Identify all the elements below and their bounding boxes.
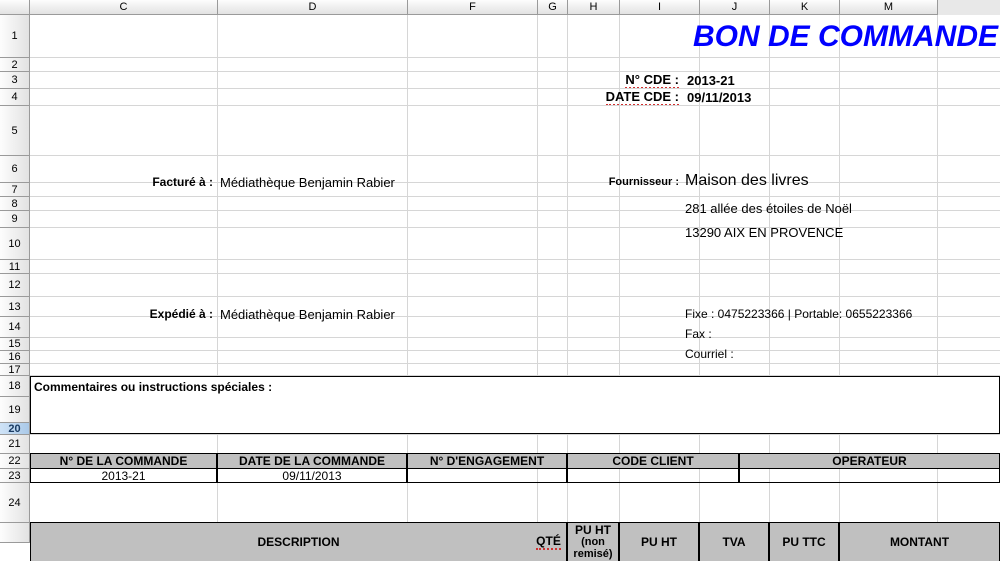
document-title: BON DE COMMANDE bbox=[693, 20, 998, 53]
row-header-3[interactable]: 3 bbox=[0, 72, 30, 89]
line-header-pu-ht-brut: PU HT (non remisé) bbox=[567, 522, 619, 561]
row-header-21[interactable]: 21 bbox=[0, 435, 30, 454]
row-header-23[interactable]: 23 bbox=[0, 469, 30, 483]
row-header-11[interactable]: 11 bbox=[0, 260, 30, 274]
column-header-C[interactable]: C bbox=[30, 0, 218, 15]
row-header-column bbox=[0, 15, 30, 543]
comments-label: Commentaires ou instructions spéciales : bbox=[34, 379, 273, 394]
row-header-12[interactable]: 12 bbox=[0, 274, 30, 297]
order-number-label: N° CDE : bbox=[625, 72, 679, 87]
order-table-header-2: N° D'ENGAGEMENT bbox=[407, 453, 567, 469]
grid-area[interactable] bbox=[30, 15, 1000, 561]
row-header-14[interactable]: 14 bbox=[0, 317, 30, 338]
line-header-description: DESCRIPTION bbox=[30, 522, 567, 561]
comments-value[interactable] bbox=[34, 398, 994, 432]
row-header-22[interactable]: 22 bbox=[0, 454, 30, 469]
order-table-value-1[interactable]: 09/11/2013 bbox=[217, 469, 407, 483]
row-header-17[interactable]: 17 bbox=[0, 364, 30, 376]
column-header-M[interactable]: M bbox=[840, 0, 938, 15]
column-header-row bbox=[0, 0, 1000, 15]
row-header-25[interactable] bbox=[0, 523, 30, 543]
grid-line-h bbox=[30, 105, 1000, 106]
row-header-16[interactable]: 16 bbox=[0, 351, 30, 364]
grid-line-h bbox=[30, 363, 1000, 364]
order-table-value-3[interactable] bbox=[567, 469, 739, 483]
supplier-address-line-1: 281 allée des étoiles de Noël bbox=[685, 201, 852, 216]
order-table-value-4[interactable] bbox=[739, 469, 1000, 483]
row-header-6[interactable]: 6 bbox=[0, 156, 30, 183]
grid-line-h bbox=[30, 57, 1000, 58]
column-header-K[interactable]: K bbox=[770, 0, 840, 15]
column-header-D[interactable]: D bbox=[218, 0, 408, 15]
order-number-value: 2013-21 bbox=[687, 72, 735, 88]
order-table-header-1: DATE DE LA COMMANDE bbox=[217, 453, 407, 469]
supplier-fax: Fax : bbox=[685, 327, 712, 341]
grid-line-h bbox=[30, 273, 1000, 274]
grid-line-h bbox=[30, 259, 1000, 260]
row-header-4[interactable]: 4 bbox=[0, 89, 30, 106]
grid-line-h bbox=[30, 196, 1000, 197]
billed-to-label: Facturé à : bbox=[152, 175, 213, 189]
row-header-9[interactable]: 9 bbox=[0, 211, 30, 228]
billed-to-value: Médiathèque Benjamin Rabier bbox=[220, 174, 395, 190]
row-header-24[interactable]: 24 bbox=[0, 483, 30, 523]
line-header-tva: TVA bbox=[699, 522, 769, 561]
supplier-address-line-2: 13290 AIX EN PROVENCE bbox=[685, 225, 844, 240]
supplier-label: Fournisseur : bbox=[608, 176, 679, 188]
order-table-header-3: CODE CLIENT bbox=[567, 453, 739, 469]
order-table-header-0: N° DE LA COMMANDE bbox=[30, 453, 217, 469]
supplier-name: Maison des livres bbox=[685, 172, 809, 189]
supplier-email: Courriel : bbox=[685, 347, 734, 361]
line-header-qte: QTÉ bbox=[536, 534, 561, 548]
line-header-pu-ttc: PU TTC bbox=[769, 522, 839, 561]
row-header-18[interactable]: 18 bbox=[0, 376, 30, 397]
grid-line-h bbox=[30, 155, 1000, 156]
column-header-F[interactable]: F bbox=[408, 0, 538, 15]
row-header-8[interactable]: 8 bbox=[0, 197, 30, 211]
shipped-to-value: Médiathèque Benjamin Rabier bbox=[220, 306, 395, 322]
select-all-corner[interactable] bbox=[0, 0, 30, 15]
row-header-5[interactable]: 5 bbox=[0, 106, 30, 156]
line-header-pu-ht: PU HT bbox=[619, 522, 699, 561]
supplier-phone: Fixe : 0475223366 | Portable: 0655223366 bbox=[685, 307, 913, 321]
row-header-7[interactable]: 7 bbox=[0, 183, 30, 197]
order-date-label: DATE CDE : bbox=[605, 89, 679, 104]
shipped-to-label: Expédié à : bbox=[149, 307, 213, 321]
row-header-20[interactable]: 20 bbox=[0, 423, 30, 435]
column-header-H[interactable]: H bbox=[568, 0, 620, 15]
column-header-I[interactable]: I bbox=[620, 0, 700, 15]
line-header-montant: MONTANT bbox=[839, 522, 1000, 561]
column-header-J[interactable]: J bbox=[700, 0, 770, 15]
order-table-header-4: OPERATEUR bbox=[739, 453, 1000, 469]
row-header-2[interactable]: 2 bbox=[0, 58, 30, 72]
grid-line-h bbox=[30, 296, 1000, 297]
order-table-value-0[interactable]: 2013-21 bbox=[30, 469, 217, 483]
row-header-10[interactable]: 10 bbox=[0, 228, 30, 260]
grid-line-h bbox=[30, 434, 1000, 435]
column-header-G[interactable]: G bbox=[538, 0, 568, 15]
order-table-value-2[interactable] bbox=[407, 469, 567, 483]
row-header-1[interactable]: 1 bbox=[0, 15, 30, 58]
order-date-value: 09/11/2013 bbox=[687, 89, 752, 105]
row-header-13[interactable]: 13 bbox=[0, 297, 30, 317]
row-header-19[interactable]: 19 bbox=[0, 397, 30, 423]
row-header-15[interactable]: 15 bbox=[0, 338, 30, 351]
